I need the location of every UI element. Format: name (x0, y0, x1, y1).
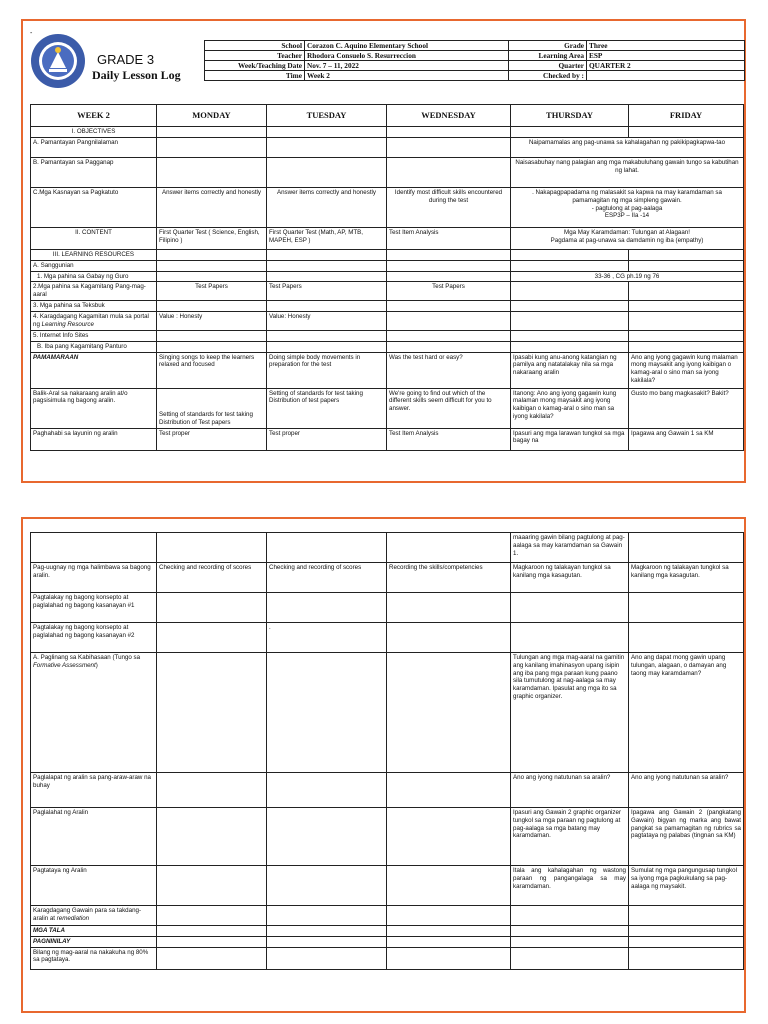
paglinang-label (31, 653, 157, 773)
balik-aral-thursday: Itanong: Ano ang iyong gagawin kung malaman mong maysakit ang iyong kaibigan o kamag-aral o sino man sa iyong kakilala? (511, 388, 629, 428)
distribution-text: Distribution of test papers (269, 397, 340, 405)
checked-by-label: Checked by : (509, 71, 587, 81)
wednesday-header: WEDNESDAY (387, 105, 511, 127)
layunin-friday: Ipagawa ang Gawain 1 sa KM (629, 428, 744, 450)
paglinang-thursday: Tulungan ang mga mag-aaral na gamitin ang kanilang imahinasyon upang isipin ang iba pang mga paraan kung paano sila tumutulong at nag-aalaga sa may karamdaman. Ipasulat ang mga ito sa graphic organizer. (511, 653, 629, 773)
competencies-label: C.Mga Kasnayan sa Pagkatuto (31, 188, 157, 228)
paglalapat-thursday: Ano ang iyong natutunan sa aralin? (511, 773, 629, 808)
school-label: School (205, 41, 305, 51)
school-value: Corazon C. Aquino Elementary School (305, 41, 509, 51)
resources-heading: III. LEARNING RESOURCES (31, 250, 157, 261)
day-header-row (31, 105, 744, 127)
table-row (31, 533, 744, 563)
table-row (31, 301, 744, 312)
table-row (31, 228, 744, 250)
learning-area-value: ESP (587, 51, 745, 61)
other-materials-label: B. Iba pang Kagamitang Panturo (31, 341, 157, 352)
competencies-monday: Answer items correctly and honestly (157, 188, 267, 228)
layunin-thursday: Ipasuri ang mga larawan tungkol sa mga bagay na (511, 428, 629, 450)
pag-uugnay-monday: Checking and recording of scores (157, 563, 267, 593)
table-row (31, 563, 744, 593)
table-row (31, 623, 744, 653)
paglinang-text: A. Paglinang sa Kabihasaan (Tungo sa (33, 654, 141, 661)
competencies-tuesday: Answer items correctly and honestly (267, 188, 387, 228)
pamamaraan-monday: Singing songs to keep the learners relaxed and focused (157, 352, 267, 388)
table-row (31, 312, 744, 331)
internet-sites-label: 5. Internet Info Sites (31, 331, 157, 342)
paglinang-paren: ) (95, 661, 98, 669)
week-value: Nov. 7 – 11, 2022 (305, 61, 509, 71)
paglalapat-friday: Ano ang iyong natutunan sa aralin? (629, 773, 744, 808)
checked-by-value (587, 71, 745, 81)
quarter-label: Quarter (509, 61, 587, 71)
competency-subtext: - pagtulong at pag-aalaga (591, 204, 663, 212)
teacher-value: Rhodora Consuelo S. Resurreccion (305, 51, 509, 61)
table-row (31, 138, 744, 158)
balik-aral-wednesday: We're going to find out which of the different skills seem difficult for you to answer. (387, 388, 511, 428)
konsepto-2-tuesday: . (267, 623, 387, 653)
paglalahat-friday: Ipagawa ang Gawain 2 (pangkatang Gawain) bigyan ng marka ang bawat pangkat sa pamamagitan ng rubrics sa pagtataya ng palabas (tingnan sa KM) (629, 808, 744, 866)
pamamaraan-tuesday: Doing simple body movements in preparation for the test (267, 352, 387, 388)
pagninilay-label: PAGNINILAY (31, 936, 157, 947)
content-standard-value: Naipamamalas ang pag-unawa sa kahalagahan ng pakikipagkapwa-tao (511, 138, 744, 158)
deped-seal-icon (29, 32, 87, 90)
pamamaraan-wednesday: Was the test hard or easy? (387, 352, 511, 388)
table-row (31, 773, 744, 808)
distribution-text: Distribution of Test papers (159, 418, 231, 426)
table-row (31, 428, 744, 450)
additional-materials-text: 4. Karagdagang Kagamitan mula sa portal ng (33, 313, 149, 328)
balik-aral-friday: Gusto mo bang magkasakit? Bakit? (629, 388, 744, 428)
content-wednesday: Test Item Analysis (387, 228, 511, 250)
pagtataya-thursday: Itala ang kahalagahan ng wastong paraan ng pangangalaga sa may karamdaman. (511, 866, 629, 906)
pamamaraan-friday: Ano ang iyong gagawin kung malaman mong maysakit ang iyong kaibigan o kamag-aral o sino man sa iyong kakilala? (629, 352, 744, 388)
mga-tala-label: MGA TALA (31, 926, 157, 937)
table-row (31, 158, 744, 188)
performance-standard-value: Naisasabuhay nang palagian ang mga makabuluhang gawain tungo sa kabutihan ng lahat. (511, 158, 744, 188)
topic-subtitle: Pagdama at pag-unawa sa damdamin ng iba (empathy) (550, 236, 704, 244)
table-row (31, 926, 744, 937)
additional-materials-label (31, 312, 157, 331)
karagdagang-text: Karagdagang Gawain para sa takdang-aralin at (33, 907, 142, 922)
table-row (31, 352, 744, 388)
table-row (31, 282, 744, 301)
week-label: Week/Teaching Date (205, 61, 305, 71)
paglalapat-label: Paglalapat ng aralin sa pang-araw-araw na buhay (31, 773, 157, 808)
competency-code: ESP3P – IIa -14 (604, 212, 650, 220)
competencies-wednesday: Identify most difficult skills encountered during the test (387, 188, 511, 228)
paglalahat-label: Paglalahat ng Aralin (31, 808, 157, 866)
standards-text: Setting of standards for test taking (159, 411, 253, 418)
paglalahat-thursday: Ipasuri ang Gawain 2 graphic organizer tungkol sa mga paraan ng pagtulong at pag-aalaga sa mga batang may karamdaman. (511, 808, 629, 866)
grade-title: GRADE 3 (97, 52, 155, 67)
time-value: Week 2 (305, 71, 509, 81)
pag-uugnay-wednesday: Recording the skills/competencies (387, 563, 511, 593)
layunin-label: Paghahabi sa layunin ng aralin (31, 428, 157, 450)
table-row (31, 866, 744, 906)
content-monday: First Quarter Test ( Science, English, Filipino ) (157, 228, 267, 250)
pag-uugnay-friday: Magkaroon ng talakayan tungkol sa kanilang mga kasagutan. (629, 563, 744, 593)
tuesday-header: TUESDAY (267, 105, 387, 127)
topic-title: Mga May Karamdaman: Tulungan at Alagaan! (564, 229, 690, 236)
performance-standard-label: B. Pamantayan sa Pagganap (31, 158, 157, 188)
sanggunian-label: A. Sanggunian (31, 260, 157, 271)
time-label: Time (205, 71, 305, 81)
table-row (31, 188, 744, 228)
teacher-guide-label: 1. Mga pahina sa Gabay ng Guro (31, 271, 157, 282)
learning-area-label: Learning Area (509, 51, 587, 61)
konsepto-1-label: Pagtalakay ng bagong konsepto at paglalahad ng bagong kasanayan #1 (31, 593, 157, 623)
pag-uugnay-thursday: Magkaroon ng talakayan tungkol sa kanilang mga kasagutan. (511, 563, 629, 593)
table-row (31, 906, 744, 926)
pagtataya-label: Pagtataya ng Aralin (31, 866, 157, 906)
friday-header: FRIDAY (629, 105, 744, 127)
teacher-label: Teacher (205, 51, 305, 61)
balik-aral-tuesday (267, 388, 387, 428)
lesson-log-table-page1 (30, 104, 744, 451)
paglinang-italic: Formative Assessment (33, 661, 96, 669)
dash-mark: - (30, 30, 33, 37)
value-monday: Value : Honesty (157, 312, 267, 331)
lesson-log-table-page2 (30, 532, 744, 970)
table-row (31, 936, 744, 947)
table-row (31, 127, 744, 138)
learner-material-wednesday: Test Papers (387, 282, 511, 301)
week-header: WEEK 2 (31, 105, 157, 127)
log-title: Daily Lesson Log (92, 68, 181, 82)
pag-uugnay-tuesday: Checking and recording of scores (267, 563, 387, 593)
table-row (31, 947, 744, 969)
karagdagang-italic: remediation (56, 914, 90, 922)
content-label: II. CONTENT (31, 228, 157, 250)
header-info-table (204, 40, 745, 81)
layunin-tuesday: Test proper (267, 428, 387, 450)
monday-header: MONDAY (157, 105, 267, 127)
quarter-value: QUARTER 2 (587, 61, 745, 71)
learner-material-tuesday: Test Papers (267, 282, 387, 301)
grade-value: Three (587, 41, 745, 51)
table-row (31, 808, 744, 866)
konsepto-2-label: Pagtalakay ng bagong konsepto at paglalahad ng bagong kasanayan #2 (31, 623, 157, 653)
objectives-heading: I. OBJECTIVES (31, 127, 157, 138)
table-row (31, 271, 744, 282)
competency-text: . Nakapagpapadama ng malasakit sa kapwa na may karamdaman sa pamamagitan ng mga simpleng gawain. (532, 189, 722, 204)
competencies-thu-fri (511, 188, 744, 228)
table-row (31, 260, 744, 271)
balik-aral-label: Balik-Aral sa nakaraang aralin at/o pagsisimula ng bagong aralin. (31, 388, 157, 428)
table-row (31, 388, 744, 428)
bilang-label: Bilang ng mag-aaral na nakakuha ng 80% sa pagtataya. (31, 947, 157, 969)
grade-label: Grade (509, 41, 587, 51)
learner-material-label: 2.Mga pahina sa Kagamitang Pang-mag-aaral (31, 282, 157, 301)
table-row (31, 331, 744, 342)
additional-materials-italic: Learning Resource (41, 320, 94, 328)
standards-text: Setting of standards for test taking (269, 389, 363, 397)
continued-thursday: maaaring gawin bilang pagtulong at pag-aalaga sa may karamdaman sa Gawain 1. (511, 533, 629, 563)
content-thu-fri (511, 228, 744, 250)
balik-aral-monday (157, 388, 267, 428)
thursday-header: THURSDAY (511, 105, 629, 127)
layunin-monday: Test proper (157, 428, 267, 450)
pamamaraan-thursday: Ipasabi kung anu-anong katangian ng pamilya ang natatalakay nila sa mga nakaraang aralin (511, 352, 629, 388)
table-row (31, 250, 744, 261)
pamamaraan-label: PAMAMARAAN (31, 352, 157, 388)
paglinang-friday: Ano ang dapat mong gawin upang tulungan, alagaan, o damayan ang taong may karamdaman? (629, 653, 744, 773)
teacher-guide-pages: 33-36 , CG ph.19 ng 76 (511, 271, 744, 282)
table-row (31, 593, 744, 623)
learner-material-monday: Test Papers (157, 282, 267, 301)
karagdagang-gawain-label (31, 906, 157, 926)
table-row (31, 341, 744, 352)
layunin-wednesday: Test Item Analysis (387, 428, 511, 450)
pag-uugnay-label: Pag-uugnay ng mga halimbawa sa bagong aralin. (31, 563, 157, 593)
content-tuesday: First Quarter Test (Math, AP, MTB, MAPEH, ESP ) (267, 228, 387, 250)
pagtataya-friday: Sumulat ng mga pangungusap tungkol sa iyong mga pagkukulang sa pag-aalaga ng maysakit. (629, 866, 744, 906)
table-row (31, 653, 744, 773)
textbook-label: 3. Mga pahina sa Teksbuk (31, 301, 157, 312)
content-standard-label: A. Pamantayan Pangnilalaman (31, 138, 157, 158)
value-tuesday: Value: Honesty (267, 312, 387, 331)
